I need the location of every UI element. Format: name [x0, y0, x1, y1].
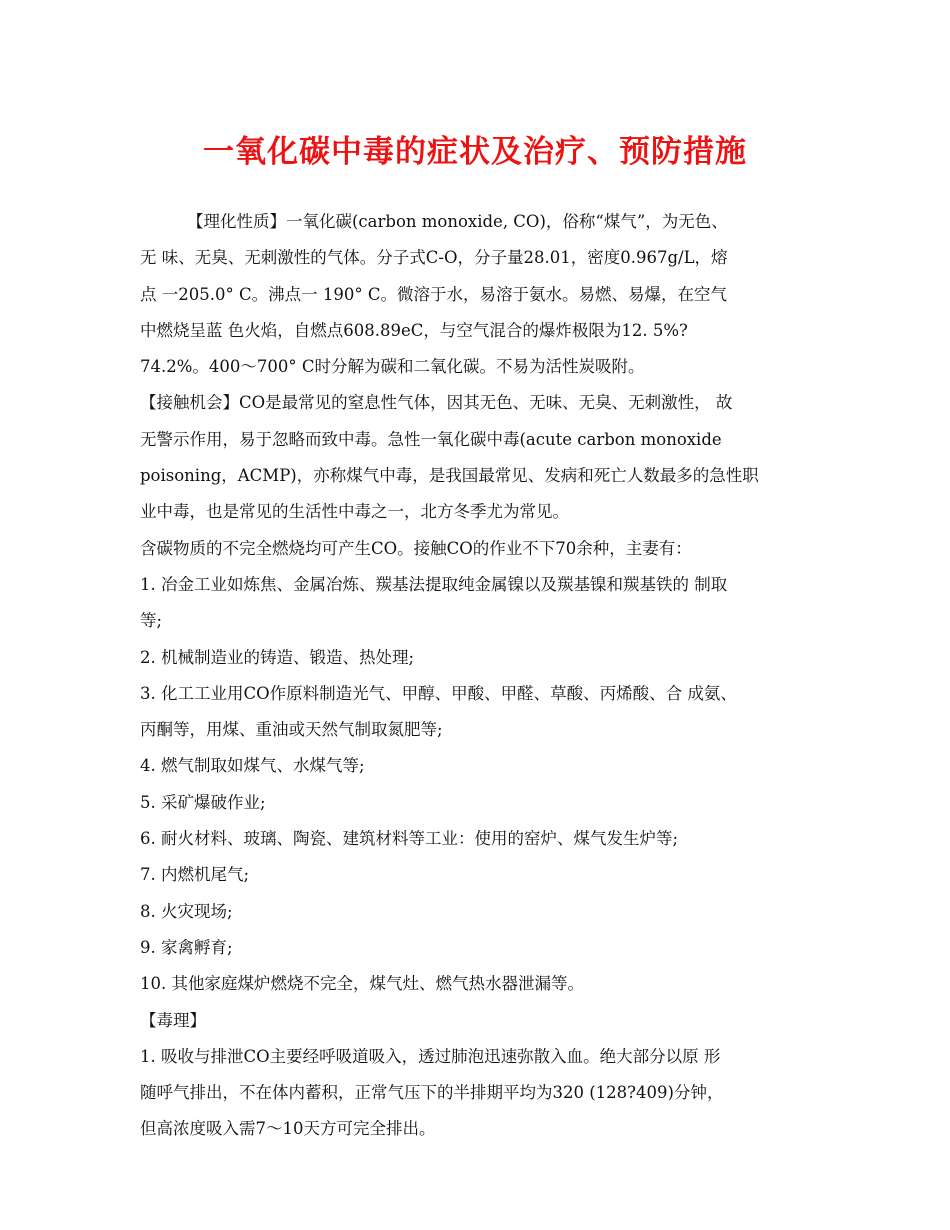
list-item: 8. 火灾现场; [140, 901, 233, 921]
paragraph-line: 74.2%。400～700° C时分解为碳和二氧化碳。不易为活性炭吸附。 [140, 357, 645, 377]
paragraph-line: 点 一205.0° C。沸点一 190° C。微溶于水，易溶于氨水。易燃、易爆，在空气 [140, 284, 727, 304]
list-item: 2. 机械制造业的铸造、锻造、热处理; [140, 647, 415, 667]
paragraph-line: 【理化性质】一氧化碳(carbon monoxide, CO)，俗称“煤气”，为无色、 [187, 212, 728, 231]
list-item: 5. 采矿爆破作业; [140, 792, 266, 812]
paragraph-line: 业中毒，也是常见的生活性中毒之一，北方冬季尤为常见。 [140, 502, 569, 522]
paragraph-line: poisoning，ACMP)，亦称煤气中毒，是我国最常见、发病和死亡人数最多的急性职 [140, 466, 759, 486]
list-item: 3. 化工工业用CO作原料制造光气、甲醇、甲酸、甲醛、草酸、丙烯酸、合 成氨、 [140, 683, 737, 703]
section-heading: 【毒理】 [140, 1010, 206, 1030]
list-item: 7. 内燃机尾气; [140, 865, 250, 885]
paragraph-line: 但高浓度吸入需7～10天方可完全排出。 [140, 1119, 436, 1139]
paragraph-line: 无 味、无臭、无刺激性的气体。分子式C-O，分子量28.01，密度0.967g/L，熔 [140, 248, 728, 268]
list-item: 6. 耐火材料、玻璃、陶瓷、建筑材料等工业：使用的窑炉、煤气发生炉等; [140, 829, 679, 849]
list-item-continuation: 等; [140, 611, 163, 631]
paragraph-line: 1. 吸收与排泄CO主要经呼吸道吸入，透过肺泡迅速弥散入血。绝大部分以原 形 [140, 1046, 721, 1066]
list-item: 1. 冶金工业如炼焦、金属冶炼、羰基法提取纯金属镍以及羰基镍和羰基铁的 制取 [140, 574, 728, 594]
list-item: 9. 家禽孵育; [140, 937, 233, 957]
document-title: 一氧化碳中毒的症状及治疗、预防措施 [203, 134, 747, 170]
paragraph-line: 随呼气排出，不在体内蓄积，正常气压下的半排期平均为320 (128?409)分钟， [140, 1083, 724, 1103]
paragraph-line: 【接触机会】CO是最常见的窒息性气体，因其无色、无味、无臭、无刺激性， 故 [140, 393, 733, 413]
list-item: 10. 其他家庭煤炉燃烧不完全，煤气灶、燃气热水器泄漏等。 [140, 974, 584, 994]
document-body [140, 204, 820, 1148]
paragraph-line: 无警示作用，易于忽略而致中毒。急性一氧化碳中毒(acute carbon monoxide [140, 429, 722, 449]
list-item-continuation: 丙酮等，用煤、重油或天然气制取氮肥等; [140, 720, 443, 740]
paragraph-line: 含碳物质的不完全燃烧均可产生CO。接触CO的作业不下70余种，主妻有： [140, 538, 692, 558]
paragraph-line: 中燃烧呈蓝 色火焰，自燃点608.89eC，与空气混合的爆炸极限为12. 5%? [140, 320, 688, 340]
list-item: 4. 燃气制取如煤气、水煤气等; [140, 756, 365, 776]
